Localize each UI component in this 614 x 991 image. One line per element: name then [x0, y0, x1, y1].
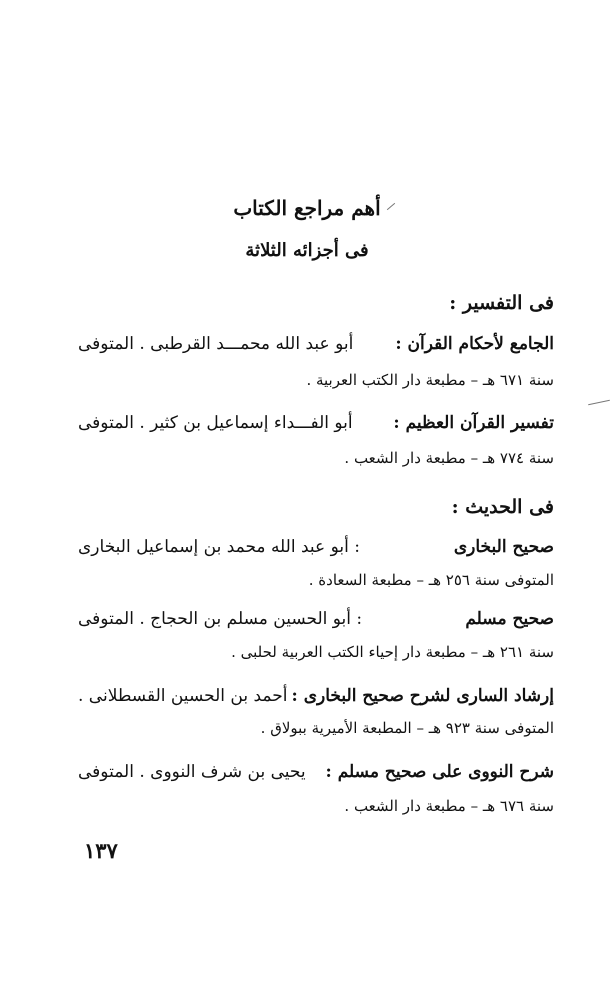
page-subtitle: فى أجزائه الثلاثة	[245, 240, 369, 261]
section-heading-tafsir: فى التفسير :	[449, 292, 554, 314]
reference-entry-bukhari	[78, 537, 554, 557]
book-title: صحيح مسلم	[465, 609, 554, 629]
book-title: الجامع لأحكام القرآن :	[395, 334, 554, 354]
section-heading-hadith: فى الحديث :	[451, 496, 554, 518]
author-info: أبو عبد الله محمـــد القرطبى . المتوفى	[78, 334, 354, 354]
author-info: : أبو عبد الله محمد بن إسماعيل البخارى	[78, 537, 360, 557]
book-title: إرشاد السارى لشرح صحيح البخارى :	[291, 686, 554, 706]
publication-info: سنة ٢٦١ هـ – مطبعة دار إحياء الكتب العربية لحلبى .	[231, 643, 554, 661]
book-title: شرح النووى على صحيح مسلم :	[325, 762, 554, 782]
book-title: صحيح البخارى	[453, 537, 554, 557]
book-title: تفسير القرآن العظيم :	[393, 413, 554, 433]
scan-mark	[588, 400, 610, 406]
reference-entry-nawawi	[78, 762, 554, 782]
page-title: أهم مراجع الكتاب	[233, 196, 381, 220]
publication-info: المتوفى سنة ٩٢٣ هـ – المطبعة الأميرية ببولاق .	[260, 719, 554, 737]
reference-entry-qastallani	[78, 686, 554, 706]
publication-info: المتوفى سنة ٢٥٦ هـ – مطبعة السعادة .	[308, 571, 554, 589]
author-info: أحمد بن الحسين القسطلانى .	[78, 686, 288, 706]
author-info: أبو الفـــداء إسماعيل بن كثير . المتوفى	[78, 413, 353, 433]
author-info: يحيى بن شرف النووى . المتوفى	[78, 762, 306, 782]
publication-info: سنة ٦٧١ هـ – مطبعة دار الكتب العربية .	[306, 371, 554, 389]
reference-entry-muslim	[78, 609, 554, 629]
publication-info: سنة ٧٧٤ هـ – مطبعة دار الشعب .	[344, 449, 554, 467]
author-info: : أبو الحسين مسلم بن الحجاج . المتوفى	[78, 609, 363, 629]
reference-entry-ibn-kathir	[78, 413, 554, 433]
page-number: ١٣٧	[84, 838, 118, 863]
publication-info: سنة ٦٧٦ هـ – مطبعة دار الشعب .	[344, 797, 554, 815]
reference-entry-qurtubi	[78, 334, 554, 354]
